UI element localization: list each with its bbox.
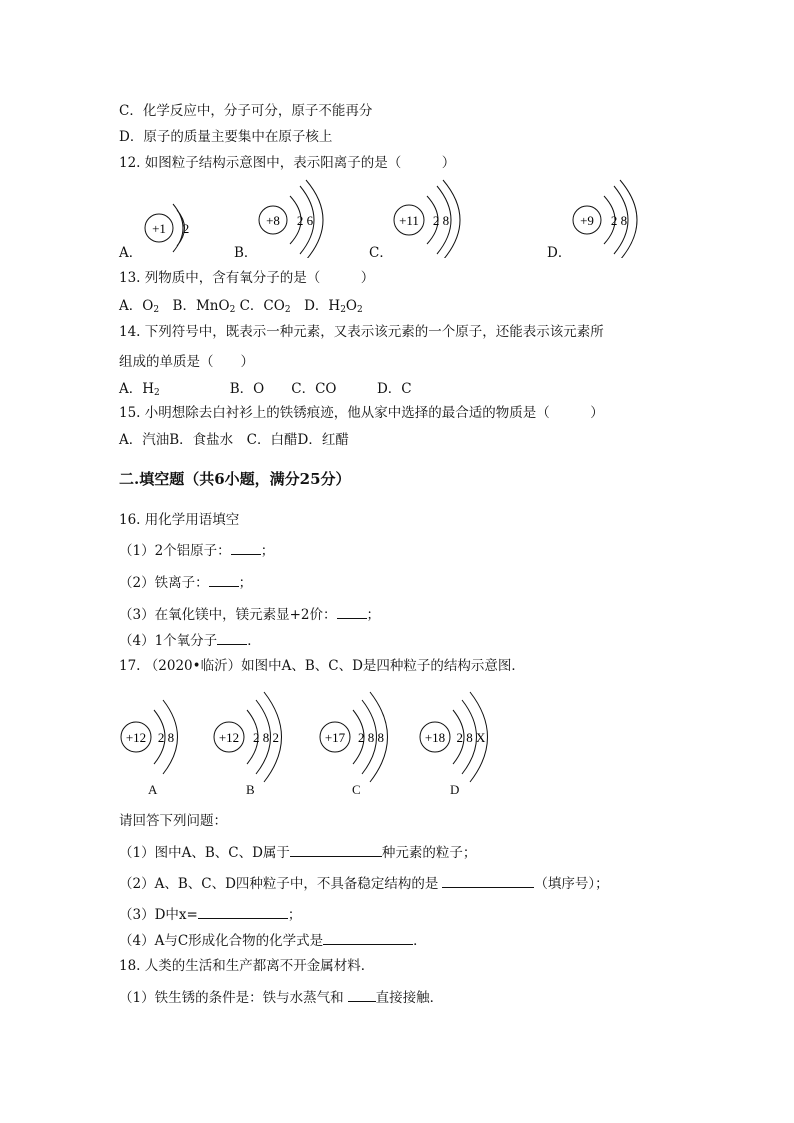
q17-diagrams bbox=[0, 690, 794, 790]
q16-blank2[interactable] bbox=[209, 572, 239, 587]
q17-blank4[interactable] bbox=[323, 930, 413, 945]
q16-blank4[interactable] bbox=[217, 630, 247, 645]
q12-a-shells: 2 bbox=[182, 221, 190, 236]
q17-a-nucleus: +12 bbox=[125, 730, 147, 745]
q17-diagram-d bbox=[420, 692, 488, 782]
q12-b-nucleus: +8 bbox=[266, 213, 280, 228]
q17-c-nucleus: +17 bbox=[324, 730, 346, 745]
q15-options: A．汽油B．食盐水 C．白醋D．红醋 bbox=[119, 432, 349, 448]
q17-b-shells: 2 8 2 bbox=[253, 730, 279, 745]
q17-part3: （3）D中x= ； bbox=[119, 904, 301, 925]
q17-stem: 17. （2020•临沂）如图中A、B、C、D是四种粒子的结构示意图． bbox=[119, 658, 525, 674]
q16-part4: （4）1个氧分子 ． bbox=[119, 630, 261, 651]
q12-a-nucleus: +1 bbox=[152, 221, 166, 236]
q16-blank1[interactable] bbox=[231, 540, 261, 555]
q16-part1: （1）2个铝原子： ； bbox=[119, 540, 274, 561]
q12-diagram-a bbox=[145, 204, 189, 252]
q17-part2: （2）A、B、C、D四种粒子中，不具备稳定结构的是 （填序号）； bbox=[119, 873, 609, 894]
q11-option-c: C．化学反应中，分子可分，原子不能再分 bbox=[119, 103, 373, 119]
q17-diagram-c bbox=[320, 692, 388, 782]
q11-option-d: D．原子的质量主要集中在原子核上 bbox=[119, 129, 333, 145]
q17-d-shells: 2 8 X bbox=[456, 730, 486, 745]
q17-diagram-a bbox=[121, 700, 178, 774]
q17-part4: （4）A与C形成化合物的化学式是 ． bbox=[119, 930, 427, 951]
q14-stem-line2: 组成的单质是（ ） bbox=[119, 354, 254, 370]
q17-prompt: 请回答下列问题： bbox=[119, 813, 227, 829]
q12-b-shells: 2 6 bbox=[296, 213, 314, 228]
q16-part3: （3）在氧化镁中，镁元素显+2价： ； bbox=[119, 604, 380, 625]
q12-d-nucleus: +9 bbox=[580, 213, 594, 228]
q18-blank1[interactable] bbox=[348, 987, 376, 1002]
q12-diagram-b bbox=[259, 180, 323, 258]
q12-label-d: D． bbox=[547, 245, 572, 261]
q12-stem: 12. 如图粒子结构示意图中，表示阳离子的是（ ） bbox=[119, 155, 456, 171]
q14-options: A．$H_2$ B．O C．CO D．C bbox=[119, 381, 412, 398]
q17-blank2[interactable] bbox=[442, 873, 534, 888]
q17-b-nucleus: +12 bbox=[218, 730, 240, 745]
q13-options: A．$O_2$ B．MnO$_2$ C．$CO_2$ D．$H_2O_2$ bbox=[119, 298, 363, 315]
q12-c-shells: 2 8 bbox=[432, 213, 450, 228]
q16-part2: （2）铁离子： ； bbox=[119, 572, 252, 593]
q12-d-shells: 2 8 bbox=[610, 213, 628, 228]
q17-diagram-b bbox=[214, 692, 282, 782]
q17-label-b: B bbox=[246, 782, 255, 797]
q15-stem: 15. 小明想除去白衬衫上的铁锈痕迹，他从家中选择的最合适的物质是（ ） bbox=[119, 405, 604, 421]
q17-blank1[interactable] bbox=[290, 842, 382, 857]
q12-label-a: A． bbox=[119, 245, 143, 261]
q17-label-d: D bbox=[450, 782, 460, 797]
q17-label-a: A bbox=[148, 782, 158, 797]
q17-blank3[interactable] bbox=[198, 904, 288, 919]
q12-label-b: B． bbox=[234, 245, 258, 261]
q14-stem-line1: 14. 下列符号中，既表示一种元素，又表示该元素的一个原子，还能表示该元素所 bbox=[119, 324, 604, 340]
q12-diagram-c bbox=[394, 180, 460, 258]
q13-stem: 13. 列物质中，含有氧分子的是（ ） bbox=[119, 270, 375, 286]
q18-stem: 18. 人类的生活和生产都离不开金属材料． bbox=[119, 958, 375, 974]
q16-stem: 16. 用化学用语填空 bbox=[119, 512, 240, 528]
q17-label-c: C bbox=[352, 782, 361, 797]
q12-diagram-d bbox=[573, 180, 637, 258]
q17-a-shells: 2 8 bbox=[157, 730, 175, 745]
q12-label-c: C． bbox=[369, 245, 393, 261]
q12-c-nucleus: +11 bbox=[399, 213, 419, 228]
q16-blank3[interactable] bbox=[337, 604, 367, 619]
q17-part1: （1）图中A、B、C、D属于 种元素的粒子； bbox=[119, 842, 476, 863]
q17-c-shells: 2 8 8 bbox=[358, 730, 384, 745]
section-title: 二.填空题（共6小题，满分25分） bbox=[119, 470, 351, 488]
q17-d-nucleus: +18 bbox=[424, 730, 446, 745]
q18-part1: （1）铁生锈的条件是：铁与水蒸气和 直接接触． bbox=[119, 987, 443, 1008]
